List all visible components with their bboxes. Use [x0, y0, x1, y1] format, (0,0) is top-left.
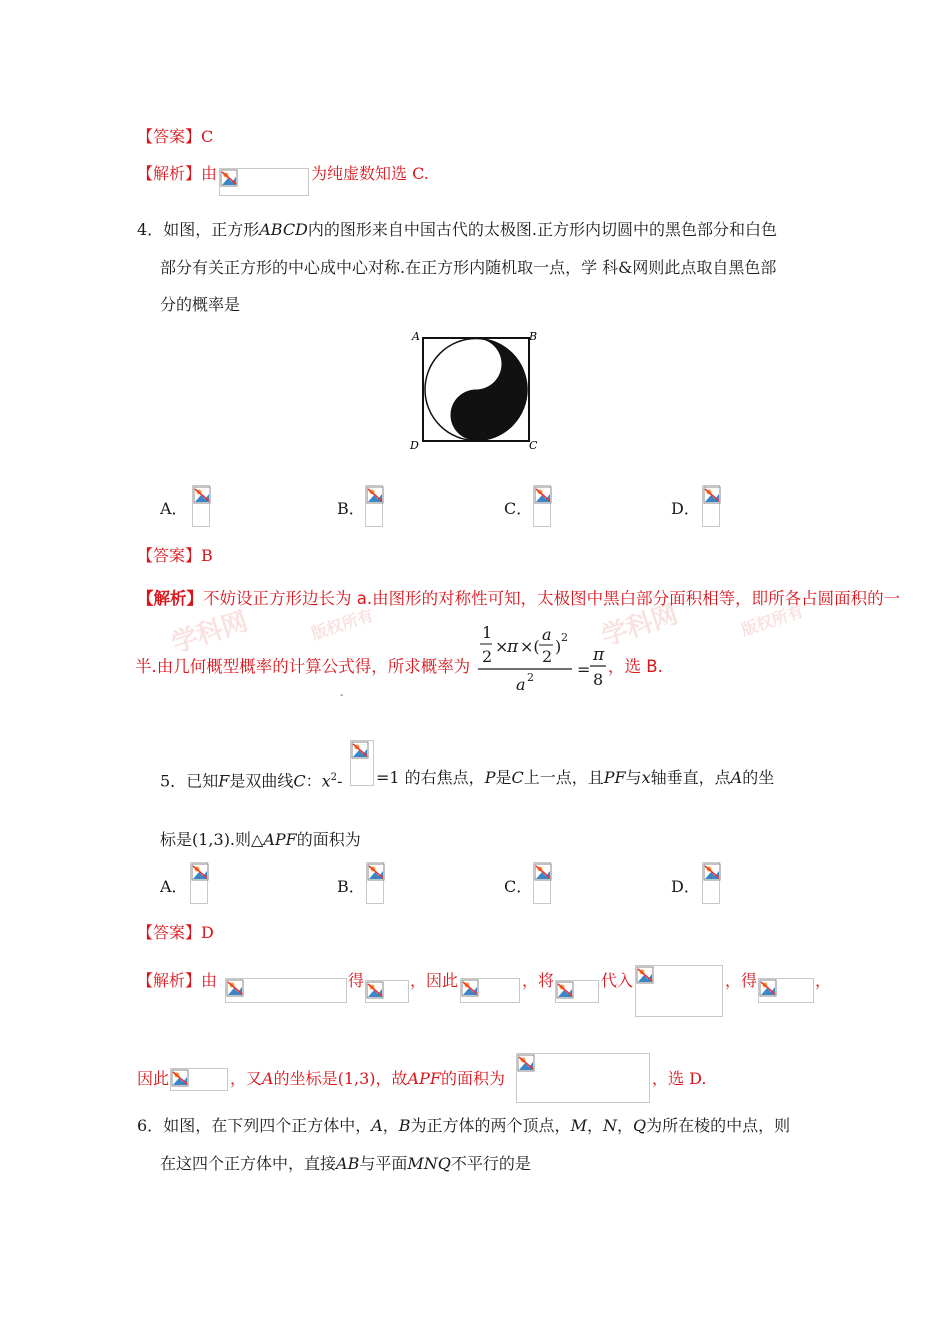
q4-analysis-tail: ，选 B. — [608, 657, 663, 676]
probability-formula — [476, 620, 626, 698]
option-image — [702, 862, 720, 904]
math-var: AB — [336, 1154, 360, 1173]
q4-line2: 部分有关正方形的中心成中心对称.在正方形内随机取一点，学 科&网则此点取自黑色部 — [160, 258, 777, 277]
broken-image-icon — [191, 863, 209, 881]
broken-image-icon — [534, 863, 552, 881]
watermark-logo: 学科网 — [598, 599, 682, 653]
text: 标是(1,3).则△ — [160, 830, 264, 849]
formula-image — [460, 978, 520, 1003]
formula-image — [219, 168, 309, 196]
answer-value: C — [201, 127, 214, 146]
formula-image — [365, 980, 409, 1003]
text: ， — [382, 1116, 399, 1135]
var-a: a — [542, 625, 552, 644]
q5-option-d: D． — [671, 877, 700, 896]
text: 是双曲线 — [229, 771, 294, 791]
analysis-text: 的坐标是(1,3)，故 — [273, 1069, 408, 1088]
q5-analysis-label — [137, 971, 217, 991]
option-image — [533, 862, 551, 904]
q5-line1-right — [376, 768, 774, 788]
analysis-text: ， — [815, 971, 832, 990]
q4-line3: 分的概率是 — [160, 295, 241, 314]
text: 如图，在下列四个正方体中， — [163, 1116, 372, 1135]
math-var: x — [321, 771, 331, 791]
q5-option-a: A． — [160, 877, 188, 896]
text: 是 — [495, 768, 512, 787]
question-number: 6． — [137, 1116, 164, 1135]
text: 为正方体的两个顶点， — [410, 1116, 571, 1135]
broken-image-icon — [517, 1054, 535, 1072]
broken-image-icon — [367, 863, 385, 881]
math-var: MNQ — [407, 1154, 451, 1173]
analysis-label: 【解析】 — [137, 971, 202, 990]
broken-image-icon — [556, 981, 574, 999]
q5-option-b: B． — [337, 877, 365, 896]
q5-answer — [137, 923, 214, 943]
math-var: APF — [407, 1069, 441, 1088]
formula-image — [758, 978, 814, 1003]
q4-option-c: C． — [504, 499, 533, 518]
broken-image-icon — [759, 979, 777, 997]
broken-image-icon — [171, 1069, 189, 1087]
taiji-figure — [405, 325, 545, 455]
answer-label: 【答案】 — [137, 546, 202, 565]
analysis-text: 得 — [348, 971, 365, 990]
svg-text:): ) — [555, 637, 562, 656]
text: 与平面 — [359, 1154, 408, 1173]
watermark-text: 版权所有 — [308, 605, 376, 644]
analysis-text: 由 — [201, 164, 218, 183]
label-d: D — [410, 439, 419, 452]
q6-line2 — [160, 1154, 531, 1174]
broken-image-icon — [534, 486, 552, 504]
text: ， — [586, 1116, 603, 1135]
analysis-text: 由 — [201, 971, 218, 990]
text: ， — [616, 1116, 633, 1135]
analysis-label: 【解析】 — [137, 164, 202, 183]
analysis-text: ，得 — [725, 971, 758, 990]
num-2b: 2 — [542, 647, 553, 666]
question-number: 4． — [137, 220, 164, 239]
q4-option-b: B． — [337, 499, 365, 518]
math-var: N — [602, 1116, 617, 1135]
q5-line1-left — [160, 768, 342, 791]
broken-image-icon — [366, 981, 384, 999]
q5-option-c: C． — [504, 877, 533, 896]
q4-option-a: A． — [160, 499, 188, 518]
fraction-image — [350, 740, 374, 786]
formula-image — [225, 978, 347, 1003]
broken-image-icon — [193, 486, 211, 504]
equals: = — [577, 660, 591, 679]
text: ： — [305, 771, 322, 791]
option-image — [533, 485, 551, 527]
q4-answer — [137, 546, 213, 566]
yin-yang-symbol — [425, 339, 527, 441]
answer-label: 【答案】 — [137, 127, 202, 146]
option-image — [366, 862, 384, 904]
formula-image — [516, 1053, 650, 1103]
broken-image-icon — [351, 741, 369, 759]
den-a: a — [516, 675, 526, 694]
q3-analysis-post: 为纯虚数知选 C. — [311, 164, 429, 183]
svg-text:×: × — [495, 637, 509, 656]
formula-image — [170, 1068, 228, 1091]
math-var: M — [570, 1116, 587, 1135]
analysis-text: 不妨设正方形边长为 a.由图形的对称性可知，太极图中黑白部分面积相等，即所各占圆面积的一 — [203, 589, 901, 608]
broken-image-icon — [366, 486, 384, 504]
analysis-text: 的面积为 — [440, 1069, 505, 1088]
math-var: ABCD — [259, 220, 308, 239]
text: - — [337, 771, 343, 791]
math-var: F — [218, 771, 230, 791]
label-b: B — [529, 330, 538, 343]
q3-answer — [137, 127, 213, 147]
broken-image-icon — [703, 863, 721, 881]
exponent: 2 — [330, 772, 337, 783]
q5-line2 — [160, 830, 361, 850]
answer-label: 【答案】 — [137, 923, 202, 942]
analysis-text: ，又 — [230, 1069, 263, 1088]
analysis-text: 因此 — [137, 1069, 170, 1088]
watermark-logo: 学科网 — [168, 606, 252, 660]
label-a: A — [412, 330, 420, 343]
exp-2: 2 — [561, 631, 568, 644]
rhs-8: 8 — [593, 670, 604, 689]
broken-image-icon — [636, 966, 654, 984]
q4-analysis-line2: 半.由几何概型概率的计算公式得，所求概率为 — [135, 657, 471, 676]
broken-image-icon — [703, 486, 721, 504]
formula-image — [555, 980, 599, 1003]
text: 的面积为 — [296, 830, 361, 849]
math-var: APF — [263, 830, 297, 849]
svg-text:×(: ×( — [520, 637, 540, 656]
broken-image-icon — [220, 169, 238, 187]
text: 与 — [625, 768, 642, 787]
text: 为所在棱的中点，则 — [646, 1116, 791, 1135]
pi: π — [507, 637, 519, 657]
math-var: A — [371, 1116, 383, 1135]
formula-image — [635, 965, 723, 1017]
text: =1 的右焦点， — [376, 768, 485, 787]
text: 上一点，且 — [523, 768, 604, 787]
watermark-text: 版权所有 — [738, 601, 806, 640]
broken-image-icon — [226, 979, 244, 997]
analysis-text: ，将 — [522, 971, 555, 990]
option-image — [192, 485, 210, 527]
q5-analysis-line2 — [230, 1069, 505, 1089]
q4-option-d: D． — [671, 499, 700, 518]
math-var: P — [484, 768, 496, 787]
den-exp: 2 — [527, 671, 534, 684]
text: 的坐 — [742, 768, 775, 787]
math-var: Q — [632, 1116, 647, 1135]
math-var: C — [511, 768, 524, 787]
question-number: 5． — [160, 771, 187, 791]
num-2: 2 — [482, 647, 493, 666]
q6-line1 — [137, 1116, 790, 1136]
text: 不平行的是 — [450, 1154, 531, 1173]
analysis-text: ，因此 — [410, 971, 459, 990]
rhs-pi: π — [593, 645, 605, 665]
q4-line1 — [137, 220, 777, 240]
broken-image-icon — [461, 979, 479, 997]
math-var: C — [293, 771, 306, 791]
math-var: x — [641, 768, 651, 787]
math-var: PF — [603, 768, 626, 787]
text: 内的图形来自中国古代的太极图.正方形内切圆中的黑色部分和白色 — [307, 220, 777, 239]
label-c: C — [529, 439, 538, 452]
stray-mark: - — [340, 690, 344, 701]
math-var: B — [398, 1116, 411, 1135]
option-image — [365, 485, 383, 527]
q3-analysis — [137, 164, 217, 184]
option-image — [190, 862, 208, 904]
text: 如图，正方形 — [163, 220, 260, 239]
answer-value: D — [201, 923, 214, 942]
analysis-text: 代入 — [601, 971, 634, 990]
analysis-label: 【解析】 — [137, 589, 203, 608]
num-1: 1 — [482, 623, 493, 642]
text: 轴垂直，点 — [650, 768, 731, 787]
q4-analysis-line1 — [137, 588, 900, 610]
text: 已知 — [186, 771, 219, 791]
math-var: A — [262, 1069, 274, 1088]
answer-value: B — [201, 546, 213, 565]
analysis-text: ，选 D. — [652, 1069, 707, 1088]
text: 在这四个正方体中，直接 — [160, 1154, 337, 1173]
option-image — [702, 485, 720, 527]
math-var: A — [730, 768, 743, 787]
